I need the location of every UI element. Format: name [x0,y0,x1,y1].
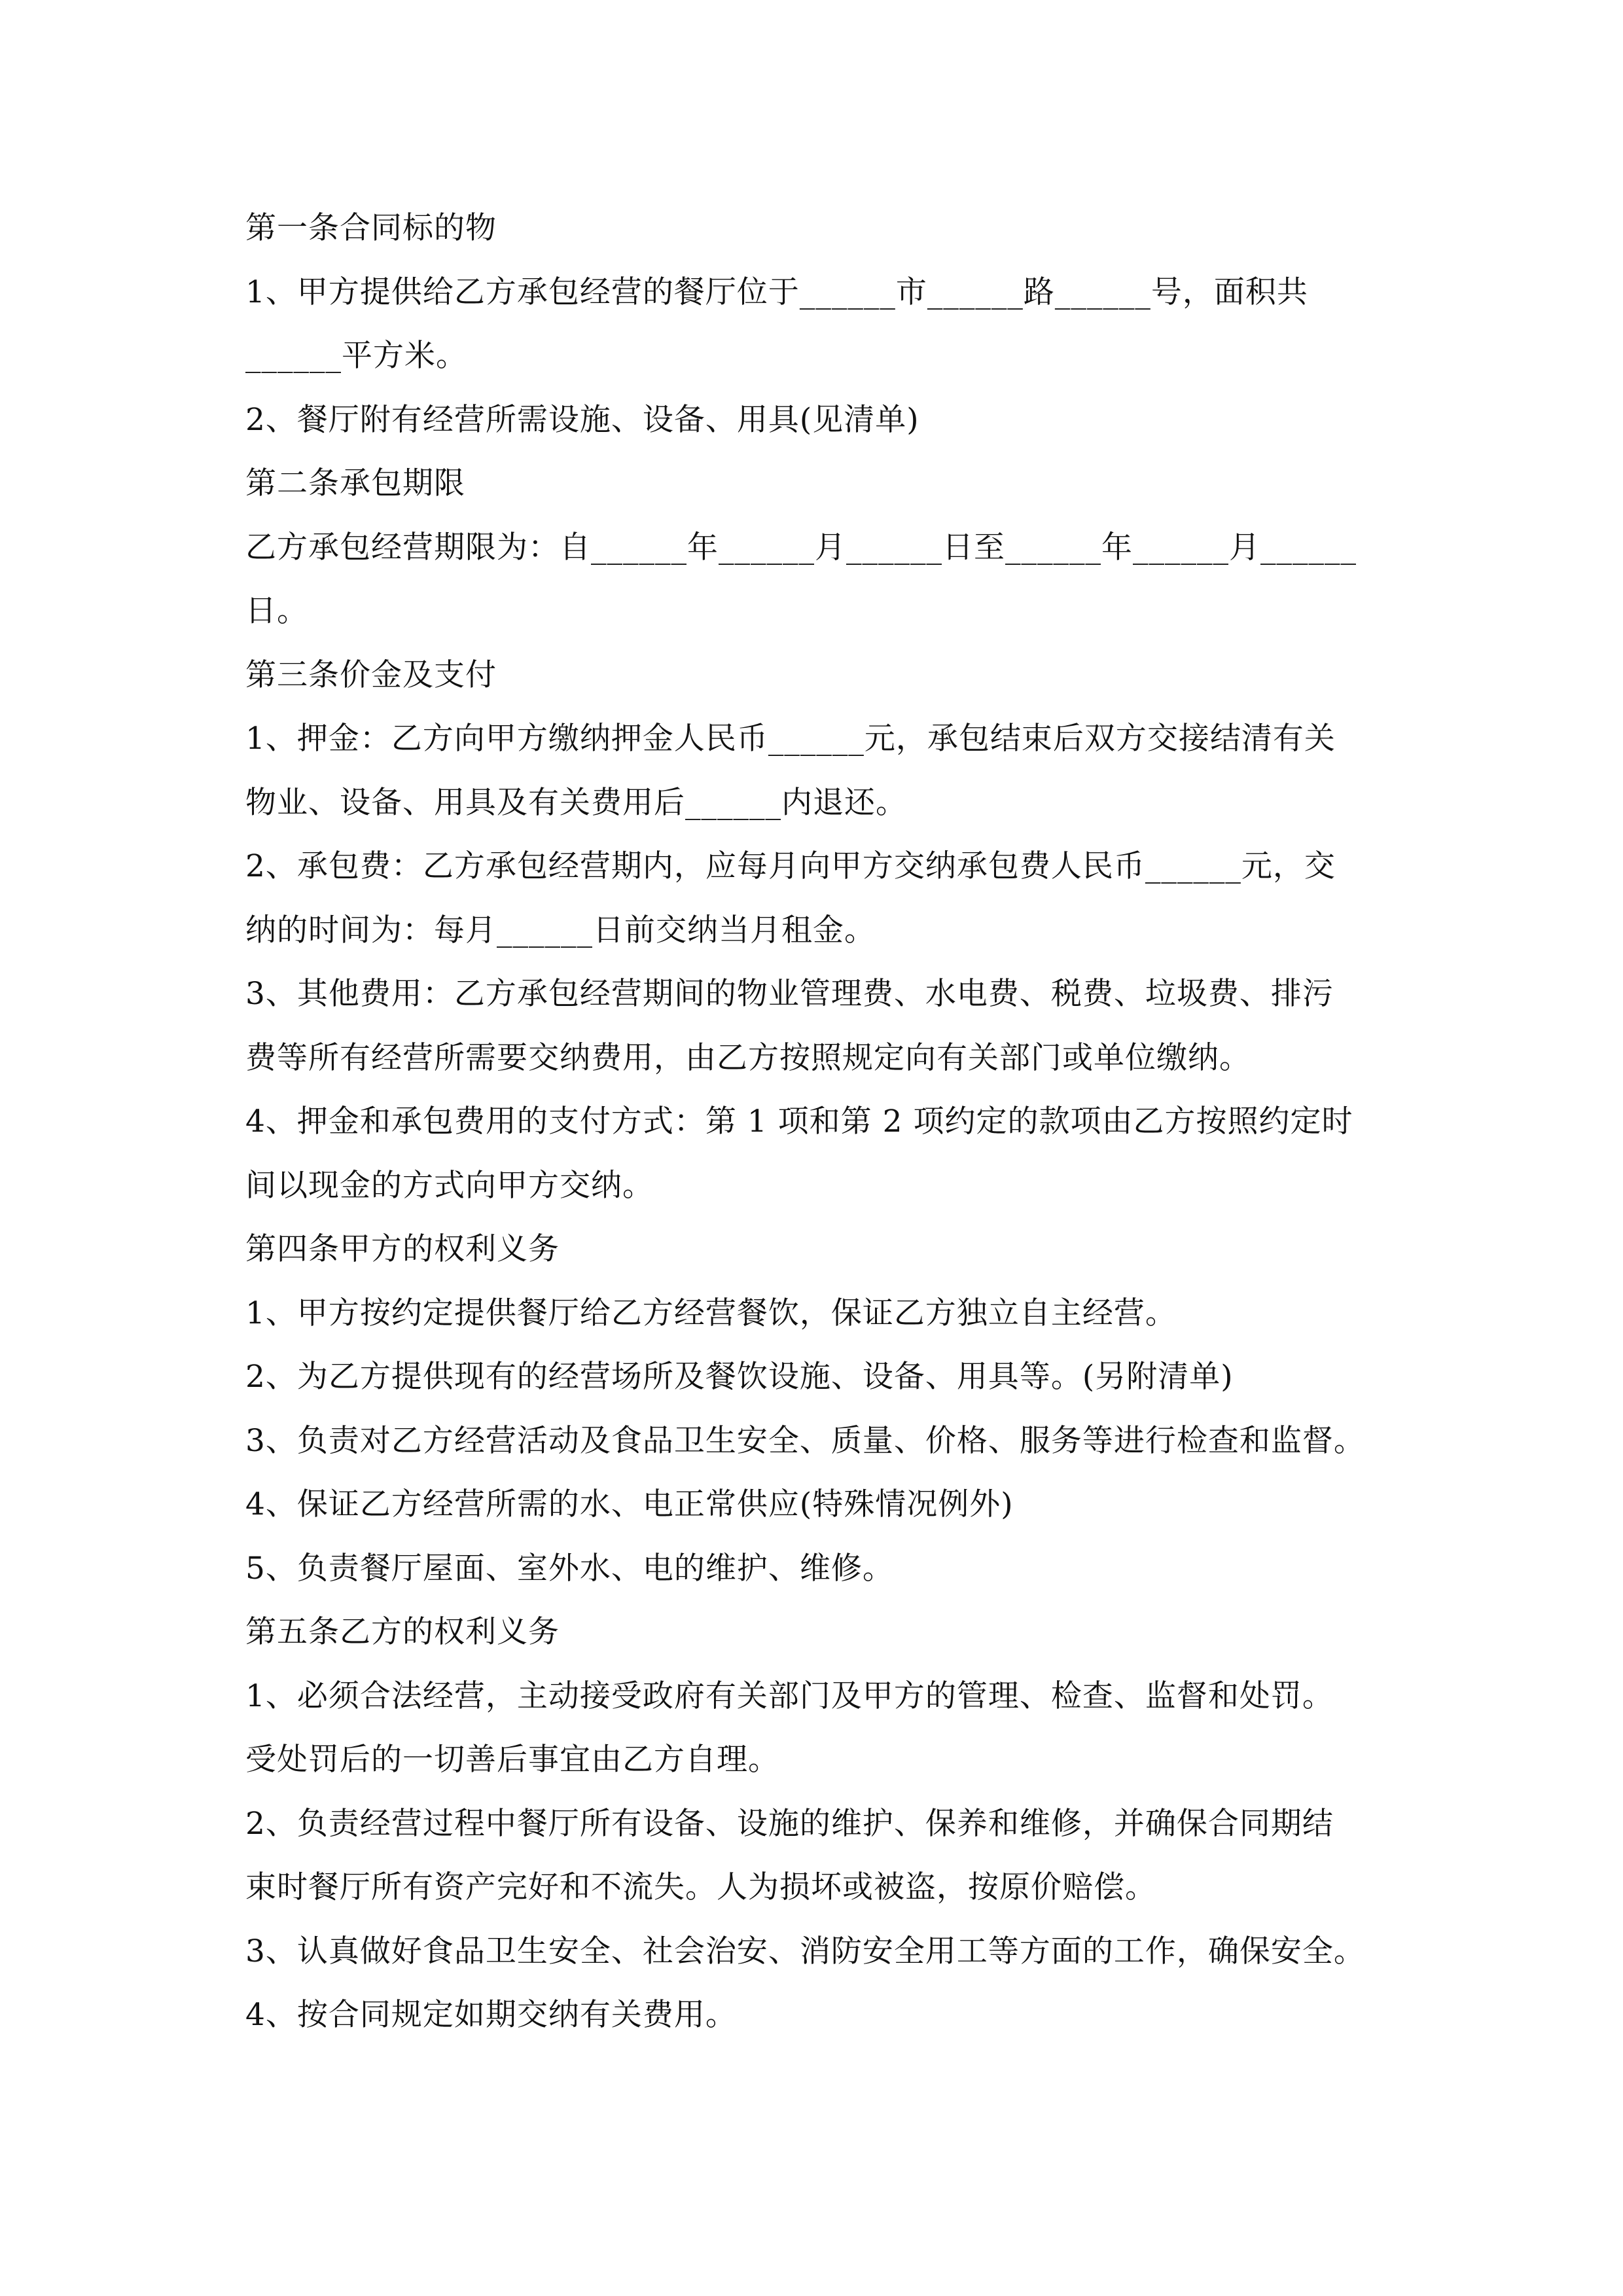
document-body [245,196,1397,2047]
section-heading-1: 第一条合同标的物 [245,210,497,246]
paragraph-line: 1、甲方按约定提供餐厅给乙方经营餐饮，保证乙方独立自主经营。 [245,1295,1177,1331]
paragraph-line: 2、为乙方提供现有的经营场所及餐饮设施、设备、用具等。(另附清单) [245,1359,1234,1395]
paragraph-line: 4、按合同规定如期交纳有关费用。 [245,1997,737,2033]
paragraph-line: 5、负责餐厅屋面、室外水、电的维护、维修。 [245,1550,894,1587]
paragraph-line: 2、承包费：乙方承包经营期内，应每月向甲方交纳承包费人民币______元，交 [245,848,1336,884]
paragraph-line: 3、其他费用：乙方承包经营期间的物业管理费、水电费、税费、垃圾费、排污 [245,976,1334,1012]
section-heading-2: 第二条承包期限 [245,465,465,501]
paragraph-line: 日。 [245,593,308,629]
paragraph-line: 3、负责对乙方经营活动及食品卫生安全、质量、价格、服务等进行检查和监督。 [245,1422,1365,1459]
paragraph-line: 1、必须合法经营，主动接受政府有关部门及甲方的管理、检查、监督和处罚。 [245,1677,1334,1714]
paragraph-line: 受处罚后的一切善后事宜由乙方自理。 [245,1742,779,1778]
paragraph-line: 2、负责经营过程中餐厅所有设备、设施的维护、保养和维修，并确保合同期结 [245,1805,1334,1842]
paragraph-line: 1、甲方提供给乙方承包经营的餐厅位于______市______路______号，面积共 [245,274,1308,310]
paragraph-line: 束时餐厅所有资产完好和不流失。人为损坏或被盗，按原价赔偿。 [245,1869,1156,1905]
paragraph-line: 1、押金：乙方向甲方缴纳押金人民币______元，承包结束后双方交接结清有关 [245,721,1336,757]
paragraph-line: 4、保证乙方经营所需的水、电正常供应(特殊情况例外) [245,1486,1014,1522]
paragraph-line: ______平方米。 [245,338,467,374]
paragraph-line: 2、餐厅附有经营所需设施、设备、用具(见清单) [245,401,919,438]
paragraph-line: 4、押金和承包费用的支付方式：第 1 项和第 2 项约定的款项由乙方按照约定时 [245,1103,1353,1139]
paragraph-line: 乙方承包经营期限为：自______年______月______日至______年______月______ [245,529,1357,565]
paragraph-line: 纳的时间为：每月______日前交纳当月租金。 [245,912,876,948]
paragraph-line: 费等所有经营所需要交纳费用，由乙方按照规定向有关部门或单位缴纳。 [245,1039,1251,1076]
section-heading-4: 第四条甲方的权利义务 [245,1231,560,1267]
section-heading-3: 第三条价金及支付 [245,656,497,693]
paragraph-line: 间以现金的方式向甲方交纳。 [245,1167,654,1204]
paragraph-line: 物业、设备、用具及有关费用后______内退还。 [245,784,907,821]
paragraph-line: 3、认真做好食品卫生安全、社会治安、消防安全用工等方面的工作，确保安全。 [245,1933,1365,1969]
section-heading-5: 第五条乙方的权利义务 [245,1614,560,1650]
